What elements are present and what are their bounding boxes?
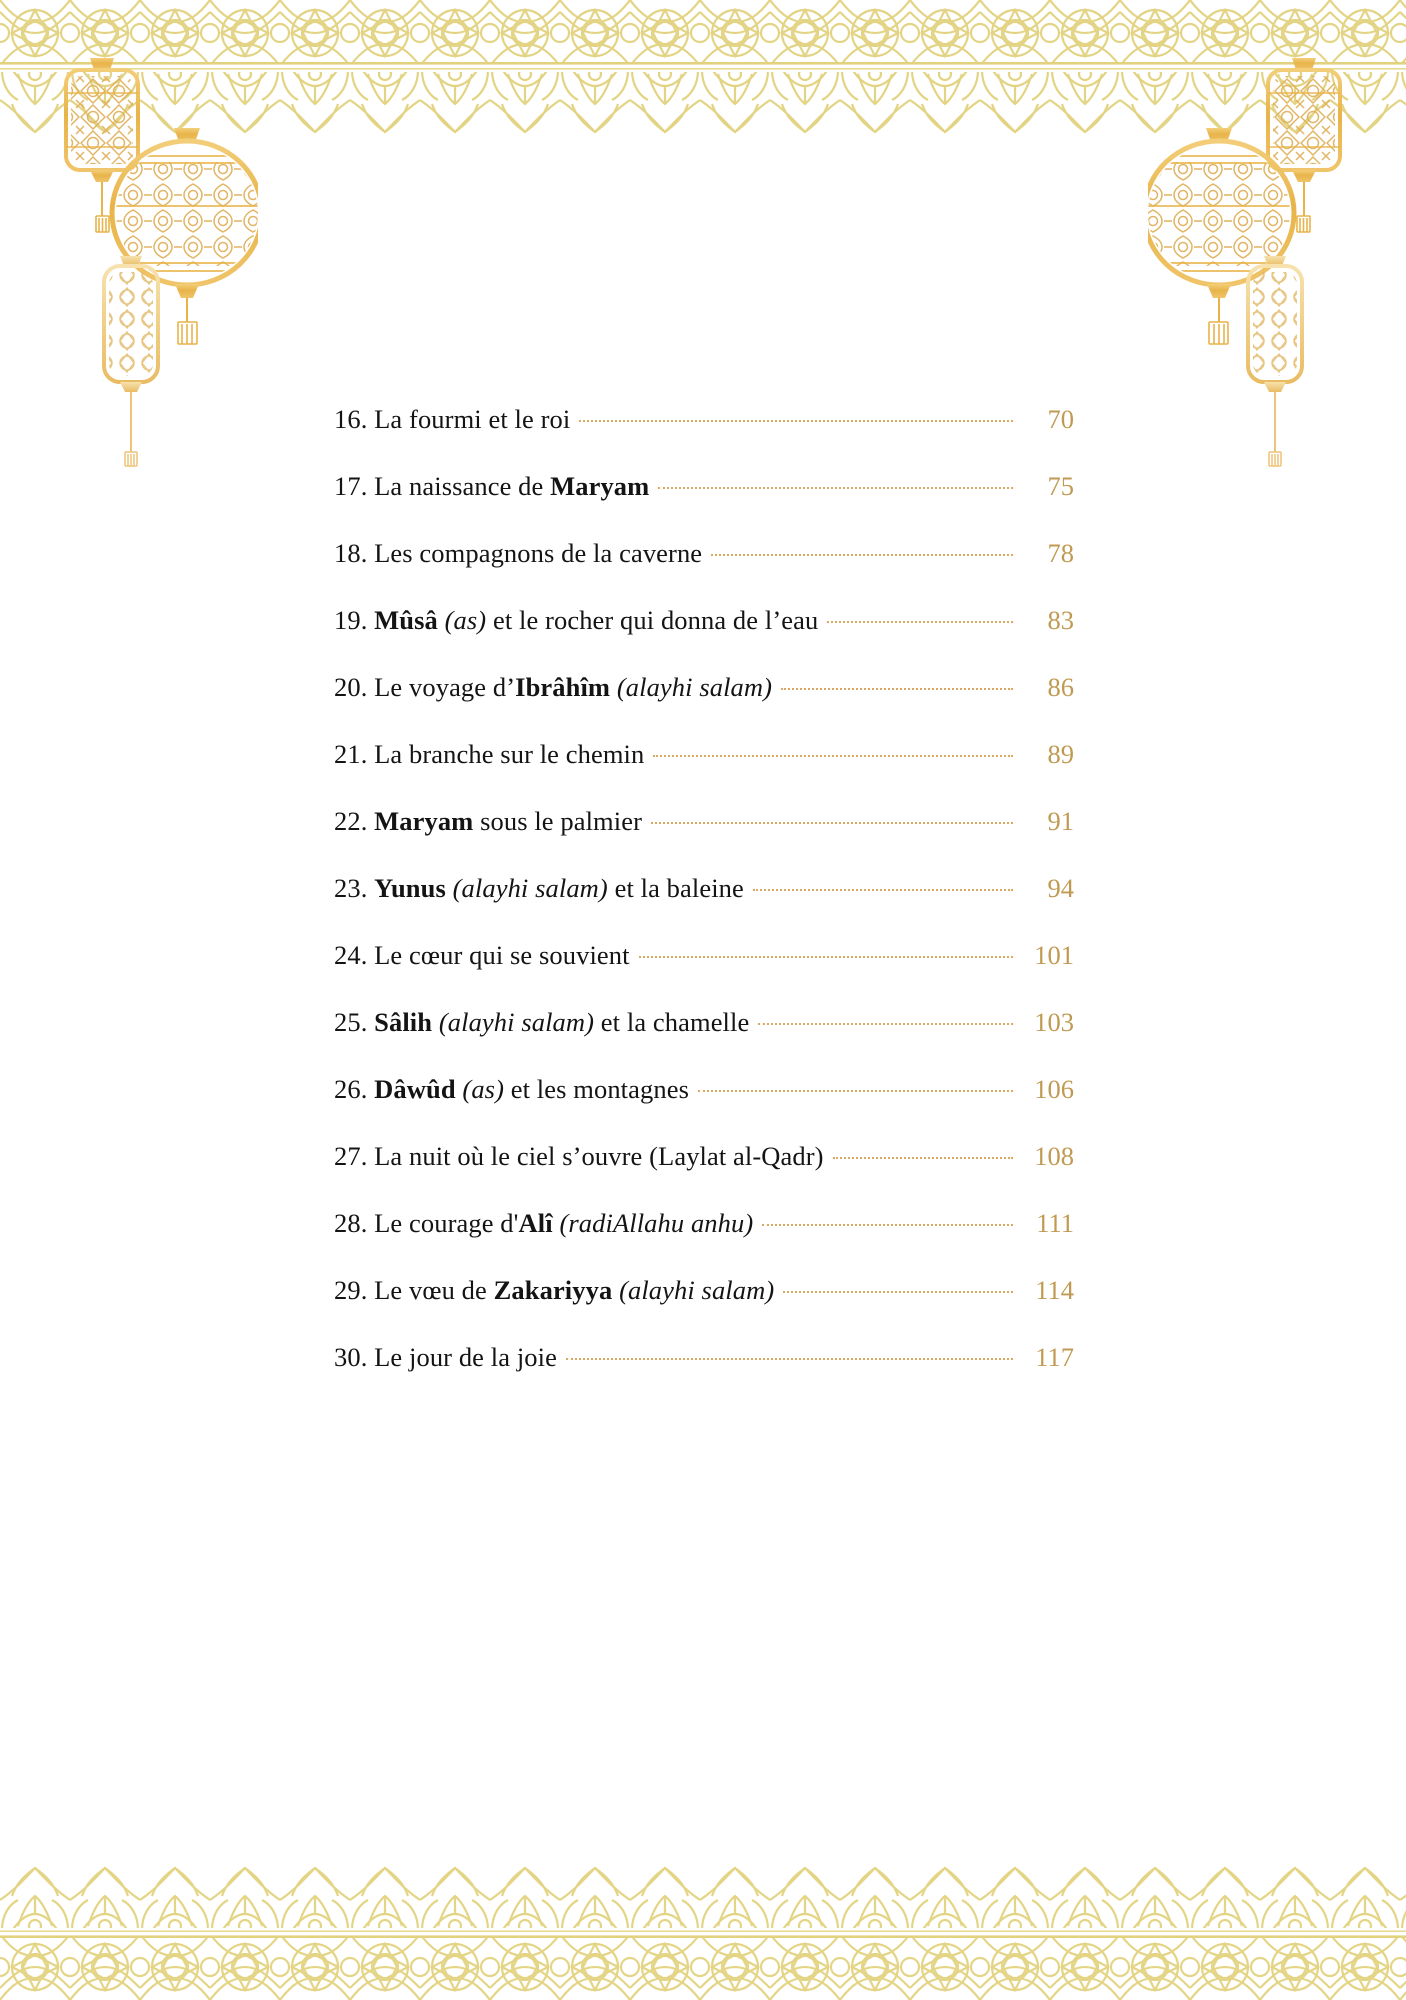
lantern-large-oval: [112, 128, 258, 344]
toc-entry[interactable]: [334, 873, 1074, 940]
toc-page-number: 101: [1034, 940, 1074, 970]
toc-page-number: 78: [1047, 538, 1074, 568]
toc-entry[interactable]: [334, 806, 1074, 873]
toc-entry-title: 27. La nuit où le ciel s’ouvre (Laylat al-Qadr): [334, 1141, 824, 1171]
toc-page-number: 114: [1035, 1275, 1074, 1305]
toc-entry-title: 29. Le vœu de Zakariyya (alayhi salam): [334, 1275, 775, 1305]
toc-entry-title: 23. Yunus (alayhi salam) et la baleine: [334, 873, 744, 903]
lantern-small-square: [66, 58, 138, 232]
toc-page-number: 91: [1047, 806, 1074, 836]
toc-page-number: 103: [1034, 1007, 1074, 1037]
toc-leader-dots: [579, 419, 1013, 422]
toc-page-number: 111: [1036, 1208, 1074, 1238]
toc-page-number: 108: [1034, 1141, 1074, 1171]
toc-entry-title: 24. Le cœur qui se souvient: [334, 940, 630, 970]
toc-page-number: 106: [1034, 1074, 1074, 1104]
toc-leader-dots: [651, 821, 1013, 824]
lantern-large-oval: [1148, 128, 1294, 344]
toc-entry-title: 22. Maryam sous le palmier: [334, 806, 643, 836]
toc-entry[interactable]: [334, 404, 1074, 471]
toc-leader-dots: [711, 553, 1013, 556]
toc-entry[interactable]: [334, 1074, 1074, 1141]
toc-page-number: 70: [1047, 404, 1074, 434]
toc-leader-dots: [781, 687, 1013, 690]
toc-entry[interactable]: [334, 672, 1074, 739]
toc-entry[interactable]: [334, 940, 1074, 1007]
toc-entry-title: 20. Le voyage d’Ibrâhîm (alayhi salam): [334, 672, 773, 702]
toc-entry[interactable]: [334, 605, 1074, 672]
toc-leader-dots: [833, 1156, 1013, 1159]
toc-page-number: 83: [1047, 605, 1074, 635]
top-ornament-border: [0, 0, 1406, 160]
toc-entry-title: 26. Dâwûd (as) et les montagnes: [334, 1074, 689, 1104]
toc-entry[interactable]: [334, 1275, 1074, 1342]
toc-entry-title: 19. Mûsâ (as) et le rocher qui donna de l’eau: [334, 605, 819, 635]
toc-entry[interactable]: [334, 471, 1074, 538]
toc-entry[interactable]: [334, 739, 1074, 806]
toc-leader-dots: [639, 955, 1013, 958]
toc-leader-dots: [698, 1089, 1013, 1092]
toc-entry-title: 16. La fourmi et le roi: [334, 404, 571, 434]
lantern-tall-rect: [104, 256, 158, 466]
table-of-contents: [334, 404, 1074, 1409]
toc-leader-dots: [758, 1022, 1013, 1025]
toc-page-number: 89: [1047, 739, 1074, 769]
toc-entry-title: 25. Sâlih (alayhi salam) et la chamelle: [334, 1007, 750, 1037]
toc-leader-dots: [827, 620, 1013, 623]
toc-leader-dots: [762, 1223, 1013, 1226]
toc-leader-dots: [566, 1357, 1013, 1360]
right-lantern-cluster: [1148, 0, 1378, 480]
toc-entry-title: 28. Le courage d'Alî (radiAllahu anhu): [334, 1208, 754, 1238]
toc-entry[interactable]: [334, 1141, 1074, 1208]
toc-leader-dots: [753, 888, 1013, 891]
toc-page-number: 94: [1047, 873, 1074, 903]
toc-leader-dots: [653, 754, 1013, 757]
toc-leader-dots: [783, 1290, 1013, 1293]
toc-page-number: 86: [1047, 672, 1074, 702]
left-lantern-cluster: [28, 0, 258, 480]
toc-entry[interactable]: [334, 1007, 1074, 1074]
lantern-small-square: [1268, 58, 1340, 232]
toc-entry[interactable]: [334, 1208, 1074, 1275]
toc-entry-title: 21. La branche sur le chemin: [334, 739, 645, 769]
toc-entry-title: 17. La naissance de Maryam: [334, 471, 650, 501]
toc-entry-title: 30. Le jour de la joie: [334, 1342, 557, 1372]
toc-leader-dots: [658, 486, 1013, 489]
bottom-ornament-border: [0, 1840, 1406, 2000]
lantern-cord: [102, 0, 186, 430]
toc-entry[interactable]: [334, 538, 1074, 605]
toc-page-number: 75: [1047, 471, 1074, 501]
lantern-cord: [1220, 0, 1304, 430]
toc-entry-title: 18. Les compagnons de la caverne: [334, 538, 703, 568]
toc-page-number: 117: [1035, 1342, 1074, 1372]
toc-entry[interactable]: [334, 1342, 1074, 1409]
lantern-tall-rect: [1248, 256, 1302, 466]
